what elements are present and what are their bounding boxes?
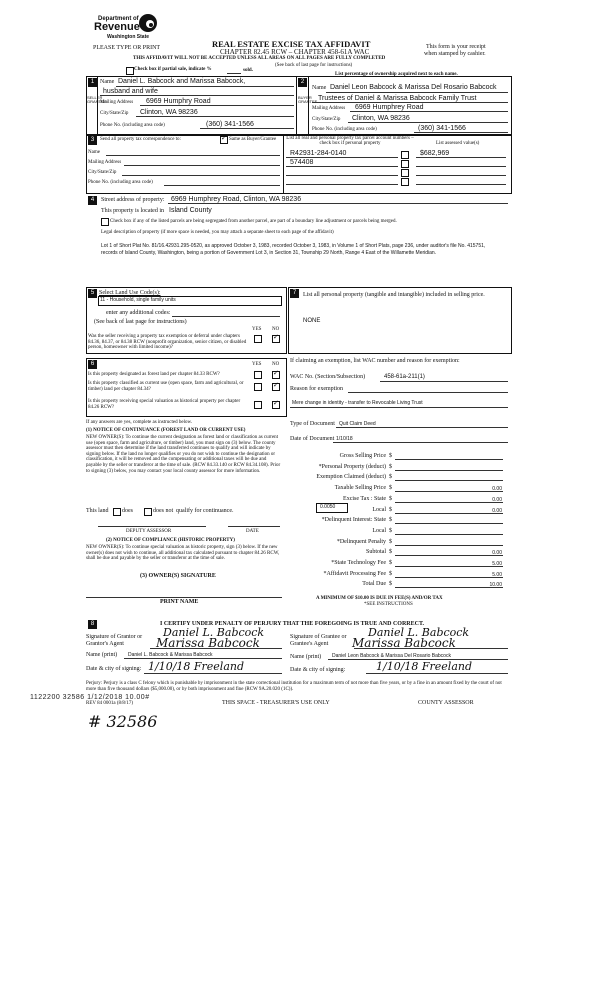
seller-phone[interactable]: (360) 341-1566: [206, 121, 254, 128]
grantor-signature[interactable]: Daniel L. Babcock: [163, 626, 265, 639]
seller-buyer-divider: [296, 76, 297, 135]
parcel-1[interactable]: R42931-284-0140: [290, 150, 347, 157]
parcel-4-personal-checkbox[interactable]: [401, 178, 409, 186]
reason-label: Reason for exemption: [290, 386, 343, 392]
treasurer-stamp: 1122200 32586 1/12/2018 10.00#: [30, 694, 150, 701]
wac-label: WAC No. (Section/Subsection): [290, 374, 366, 380]
fee-row-value[interactable]: 10.00: [489, 581, 502, 588]
buyer-phone[interactable]: (360) 341-1566: [418, 125, 466, 132]
assessed-header: List assessed value(s): [436, 141, 480, 146]
grantor-sig-label: Signature of Grantor or Grantor's Agent: [86, 634, 143, 647]
dept-line2: Revenue: [94, 21, 140, 33]
personal-property-label: List all personal property (tangible and intangible) included in selling price.: [303, 292, 485, 298]
fee-row-line: [395, 480, 503, 481]
fee-row-label: *Affidavit Processing Fee: [323, 571, 386, 577]
perjury-notice: Perjury: Perjury is a class C felony which is punishable by imprisonment in the state correctional institution for a maximum term of not more than five years, or by a fine in an amount fixed by the court of not more than five thousand dollars ($5,000.00), or by both imprisonment and fine (RCW 9A.20.020 (1C)).: [86, 681, 502, 692]
land-does-not-checkbox[interactable]: [144, 508, 152, 516]
fee-row-value[interactable]: 0.00: [492, 507, 502, 514]
s3-phone-label: Phone No. (including area code): [88, 180, 153, 185]
fee-row-label: Total Due: [362, 581, 386, 587]
seller-exemption-question: Was the seller receiving a property tax exemption or deferral under chapters 84.36, 84.37, or 84.38 RCW (nonprofit organization, senior citizen, or disabled person, homeowner with limited income)?: [88, 334, 247, 350]
doc-date-label: Date of Document: [290, 436, 335, 442]
land-use-code: 11 - Household, single family units: [100, 297, 176, 303]
parcel-2[interactable]: 574408: [290, 159, 314, 166]
seller-city[interactable]: Clinton, WA 98236: [140, 109, 198, 116]
fee-row-currency: $: [389, 496, 392, 502]
deputy-signature-line[interactable]: [98, 526, 206, 527]
assessed-1[interactable]: $682,969: [420, 150, 450, 157]
seller-mailing[interactable]: 6969 Humphry Road: [146, 98, 211, 105]
seller-side-label: SELLER GRANTOR: [87, 95, 107, 104]
grantee-name-label: Name (print): [290, 654, 322, 660]
notice1-title: (1) NOTICE OF CONTINUANCE (FOREST LAND OR CURRENT USE): [86, 428, 246, 433]
see-instructions: *SEE INSTRUCTIONS: [364, 602, 413, 607]
deputy-date-line[interactable]: [228, 526, 280, 527]
fee-row-label: Gross Selling Price: [339, 453, 386, 459]
county[interactable]: Island County: [169, 207, 212, 214]
section-5-badge: 5: [88, 289, 97, 298]
please-type: PLEASE TYPE OR PRINT: [93, 45, 161, 51]
current-use-question: Is this property classified as current use (open space, farm and agricultural, or timber) land per chapter 84.34?: [88, 381, 244, 392]
fee-row-label: Local: [372, 507, 386, 513]
dept-line3: Washington State: [107, 34, 150, 40]
section-3-badge: 3: [88, 136, 97, 145]
land-does-label: does: [122, 508, 133, 514]
s3-city-label: City/State/Zip: [88, 170, 117, 175]
merged-checkbox[interactable]: [101, 218, 109, 226]
seller-name-2[interactable]: husband and wife: [103, 88, 158, 95]
seller-exemption-no[interactable]: [272, 335, 280, 343]
certify-statement: I CERTIFY UNDER PENALTY OF PERJURY THAT THE FOREGOING IS TRUE AND CORRECT.: [160, 621, 425, 627]
fee-row-label: Excise Tax : State: [343, 496, 386, 502]
dor-logo-icon: [138, 13, 158, 33]
reason-value[interactable]: Mere change in identity - transfer to Revocable Living Trust: [292, 400, 423, 406]
buyer-side-label: BUYER GRANTEE: [298, 95, 318, 104]
parcel-3-personal-checkbox[interactable]: [401, 169, 409, 177]
grantee-signature-2[interactable]: Marissa Babcock: [352, 636, 456, 650]
seller-name-label: Name: [100, 79, 115, 85]
fee-row-currency: $: [389, 549, 392, 555]
partial-sale-label: Check box if partial sale, indicate %: [134, 67, 212, 72]
owner-signature-line[interactable]: [86, 597, 282, 598]
fee-row-currency: $: [389, 464, 392, 470]
seller-name[interactable]: Daniel L. Babcock and Marissa Babcock,: [118, 78, 246, 85]
historic-no[interactable]: [272, 401, 280, 409]
historic-question: Is this property receiving special valuation as historical property per chapter 84.26 RCW?: [88, 399, 241, 410]
fee-row-label: Local: [372, 528, 386, 534]
s3-mailing-label: Mailing Address: [88, 160, 122, 165]
buyer-name[interactable]: Daniel Leon Babcock & Marissa Del Rosario Babcock: [330, 84, 497, 91]
fee-row-label: *Delinquent Interest: State: [321, 517, 386, 523]
county-assessor: COUNTY ASSESSOR: [418, 700, 474, 706]
s5-yes-header: YES: [252, 327, 262, 332]
street-label: Street address of property:: [101, 197, 165, 203]
grantee-sig-label: Signature of Grantee or Grantee's Agent: [290, 634, 347, 647]
fee-row-value[interactable]: 5.00: [492, 571, 502, 578]
s6-no-header: NO: [272, 362, 280, 367]
this-land-label: This land: [86, 508, 109, 514]
parcel-header: List all real and personal property tax parcel account numbers – check box if personal property: [286, 136, 414, 146]
fee-row-line: [395, 470, 503, 471]
current-use-no[interactable]: [272, 383, 280, 391]
land-use-label: Select Land Use Code(s):: [99, 290, 161, 296]
treasurer-space: THIS SPACE - TREASURER'S USE ONLY: [222, 700, 330, 706]
fee-row-label: *Personal Property (deduct): [318, 464, 386, 470]
send-all-label: Send all property tax correspondence to:: [100, 137, 181, 142]
grantor-name-label: Name (print): [86, 652, 118, 658]
current-use-yes[interactable]: [254, 383, 262, 391]
fee-row-value[interactable]: 0.00: [492, 549, 502, 556]
grantee-date-city[interactable]: 1/10/18 Freeland: [376, 660, 473, 673]
form-title: REAL ESTATE EXCISE TAX AFFIDAVIT: [212, 39, 371, 49]
street-address[interactable]: 6969 Humphrey Road, Clinton, WA 98236: [171, 196, 302, 203]
grantor-name-print[interactable]: Daniel L. Babcock & Marissa Babcock: [128, 652, 213, 658]
grantor-date-label: Date & city of signing:: [86, 666, 142, 672]
buyer-city-label: City/State/Zip: [312, 117, 341, 122]
section-6-badge: 6: [88, 360, 97, 369]
fee-row-currency: $: [389, 474, 392, 480]
form-warning: THIS AFFIDAVIT WILL NOT BE ACCEPTED UNLESS ALL AREAS ON ALL PAGES ARE FULLY COMPLETED: [133, 56, 386, 61]
grantor-date-city[interactable]: 1/10/18 Freeland: [148, 660, 245, 673]
section-1-badge: 1: [88, 78, 97, 87]
fee-row-currency: $: [389, 485, 392, 491]
section-4-badge: 4: [88, 196, 97, 205]
buyer-mailing-label: Mailing Address: [312, 106, 346, 111]
deputy-label: DEPUTY ASSESSOR: [126, 529, 172, 534]
fee-row-line: [395, 523, 503, 524]
notice2-body: NEW OWNER(S): To continue special valuation as historic property, sign (3) below. If the new owner(s) does not wish to continue, all additional tax calculated pursuant to chapter 84.26 RCW, shall be due and payable by the seller or transferor at the time of sale.: [86, 545, 280, 562]
partial-sale-pct[interactable]: [227, 73, 241, 74]
wac-value[interactable]: 458-61a-211(1): [384, 374, 425, 380]
legal-description[interactable]: Lot 1 of Short Plat No. 81/16.42931.295-0520, as approved October 3, 1983, recorded October 3, 1983, in Volume 1 of Short Plats, page 236, under auditor's file No. 415751, records of Island County, Washington, being a portion of Government Lot 3, in Section 31, Township 29 North, Range 4 East of the Willamette Meridian.: [101, 243, 486, 256]
buyer-name-2[interactable]: Trustees of Daniel & Marissa Babcock Family Trust: [318, 95, 477, 102]
deputy-date-label: DATE: [246, 529, 259, 534]
fee-row-value[interactable]: 0.00: [492, 485, 502, 492]
section-8-badge: 8: [88, 620, 97, 629]
fee-row-currency: $: [389, 539, 392, 545]
rev-number: REV 84 0001a (8/8/17): [86, 701, 133, 706]
grantee-date-label: Date & city of signing:: [290, 667, 346, 673]
s5-see-back: (See back of last page for instructions): [94, 319, 187, 325]
owner-signature-label: (3) OWNER(S) SIGNATURE: [140, 573, 216, 579]
additional-codes-label: enter any additional codes:: [106, 310, 171, 316]
merged-label: Check box if any of the listed parcels are being segregated from another parcel, are part of a boundary line adjustment or parcels being merged.: [110, 219, 397, 224]
qualify-label: qualify for continuance.: [176, 508, 234, 514]
doc-type-label: Type of Document: [290, 421, 335, 427]
receipt-note-1: This form is your receipt: [426, 44, 486, 50]
sold-label: sold.: [243, 68, 253, 73]
fee-row-value[interactable]: 0.00: [492, 496, 502, 503]
seller-mailing-label: Mailing Address: [100, 100, 134, 105]
personal-property-value[interactable]: NONE: [303, 318, 321, 324]
land-does-checkbox[interactable]: [113, 508, 121, 516]
section-2-badge: 2: [298, 78, 307, 87]
section-7-badge: 7: [290, 289, 299, 298]
fee-row-line: [395, 534, 503, 535]
fee-row-currency: $: [389, 560, 392, 566]
fee-row-label: Exemption Claimed (deduct): [316, 474, 386, 480]
minimum-note: A MINIMUM OF $10.00 IS DUE IN FEE(S) AND/OR TAX: [316, 596, 443, 601]
fee-row-currency: $: [389, 528, 392, 534]
forest-land-yes[interactable]: [254, 371, 262, 379]
handwritten-number: # 32586: [88, 712, 158, 731]
receipt-note-2: when stamped by cashier.: [424, 51, 486, 57]
fee-row-currency: $: [389, 453, 392, 459]
grantee-signature[interactable]: Daniel L. Babcock: [368, 626, 470, 639]
parcel-2-personal-checkbox[interactable]: [401, 160, 409, 168]
print-name-label: PRINT NAME: [160, 599, 199, 605]
same-as-buyer-label: Same as Buyer/Grantee: [229, 137, 277, 142]
notice1-body: NEW OWNER(S): To continue the current designation as forest land or classification as current use (open space, farm and agriculture, or timber) land, you must sign on (3) below. The county assessor must then determine if the land transferred continues to qualify and will indicate by signing below. If the land no longer qualifies or you do not wish to continue the designation or classification, it will be removed and the compensating or additional taxes will be due and payable by the seller or transferor at the time of sale. (RCW 84.33.140 or RCW 84.34.108). Prior to signing (3) below, you may contact your local county assessor for more information.: [86, 435, 281, 474]
exemption-label: If claiming an exemption, list WAC number and reason for exemption:: [290, 358, 460, 364]
fee-row-label: Subtotal: [365, 549, 386, 555]
see-back-note: (See back of last page for instructions): [275, 63, 353, 68]
s6-yes-header: YES: [252, 362, 262, 367]
historic-yes[interactable]: [254, 401, 262, 409]
fee-row-value[interactable]: 5.00: [492, 560, 502, 567]
seller-exemption-yes[interactable]: [254, 335, 262, 343]
forest-land-no[interactable]: [272, 371, 280, 379]
buyer-mailing[interactable]: 6969 Humphrey Road: [355, 104, 424, 111]
forest-land-question: Is this property designated as forest land per chapter 84.33 RCW?: [88, 372, 220, 377]
list-pct-note: List percentage of ownership acquired next to each name.: [335, 72, 458, 77]
located-label: This property is located in: [101, 208, 164, 214]
dept-line1: Department of: [98, 16, 139, 22]
seller-city-label: City/State/Zip: [100, 111, 129, 116]
buyer-city[interactable]: Clinton, WA 98236: [352, 115, 410, 122]
buyer-phone-label: Phone No. (including area code): [312, 127, 377, 132]
s5-no-header: NO: [272, 327, 280, 332]
grantee-name-print[interactable]: Daniel Leon Babcock & Marissa Del Rosario Babcock: [332, 653, 451, 659]
fee-row-label: Taxable Selling Price: [334, 485, 386, 491]
fee-row-currency: $: [389, 507, 392, 513]
same-as-buyer-checkbox[interactable]: [220, 136, 228, 144]
fee-row-currency: $: [389, 571, 392, 577]
if-yes-note: If any answers are yes, complete as instructed below.: [86, 420, 193, 425]
doc-type-value[interactable]: Quit Claim Deed: [339, 421, 376, 427]
notice2-title: (2) NOTICE OF COMPLIANCE (HISTORIC PROPERTY): [106, 538, 235, 543]
buyer-name-label: Name: [312, 85, 327, 91]
fee-row-label: *State Technology Fee: [331, 560, 386, 566]
doc-date-value[interactable]: 1/10/18: [336, 436, 353, 442]
fee-row-label: *Delinquent Penalty: [336, 539, 386, 545]
local-rate: 0.0050: [320, 504, 336, 510]
fee-row-line: [395, 459, 503, 460]
fee-row-currency: $: [389, 581, 392, 587]
land-does-not-label: does not: [153, 508, 174, 514]
grantor-signature-2[interactable]: Marissa Babcock: [156, 636, 260, 650]
legal-label: Legal description of property (if more space is needed, you may attach a separate sheet to each page of the affidavit): [101, 230, 334, 235]
seller-phone-label: Phone No. (including area code): [100, 123, 165, 128]
fee-row-line: [395, 545, 503, 546]
form-chapter: CHAPTER 82.45 RCW – CHAPTER 458-61A WAC: [220, 48, 370, 56]
partial-sale-checkbox[interactable]: [126, 67, 134, 75]
s3-name-label: Name: [88, 150, 100, 155]
fee-row-currency: $: [389, 517, 392, 523]
additional-codes-input[interactable]: [172, 316, 280, 317]
parcel-1-personal-checkbox[interactable]: [401, 151, 409, 159]
